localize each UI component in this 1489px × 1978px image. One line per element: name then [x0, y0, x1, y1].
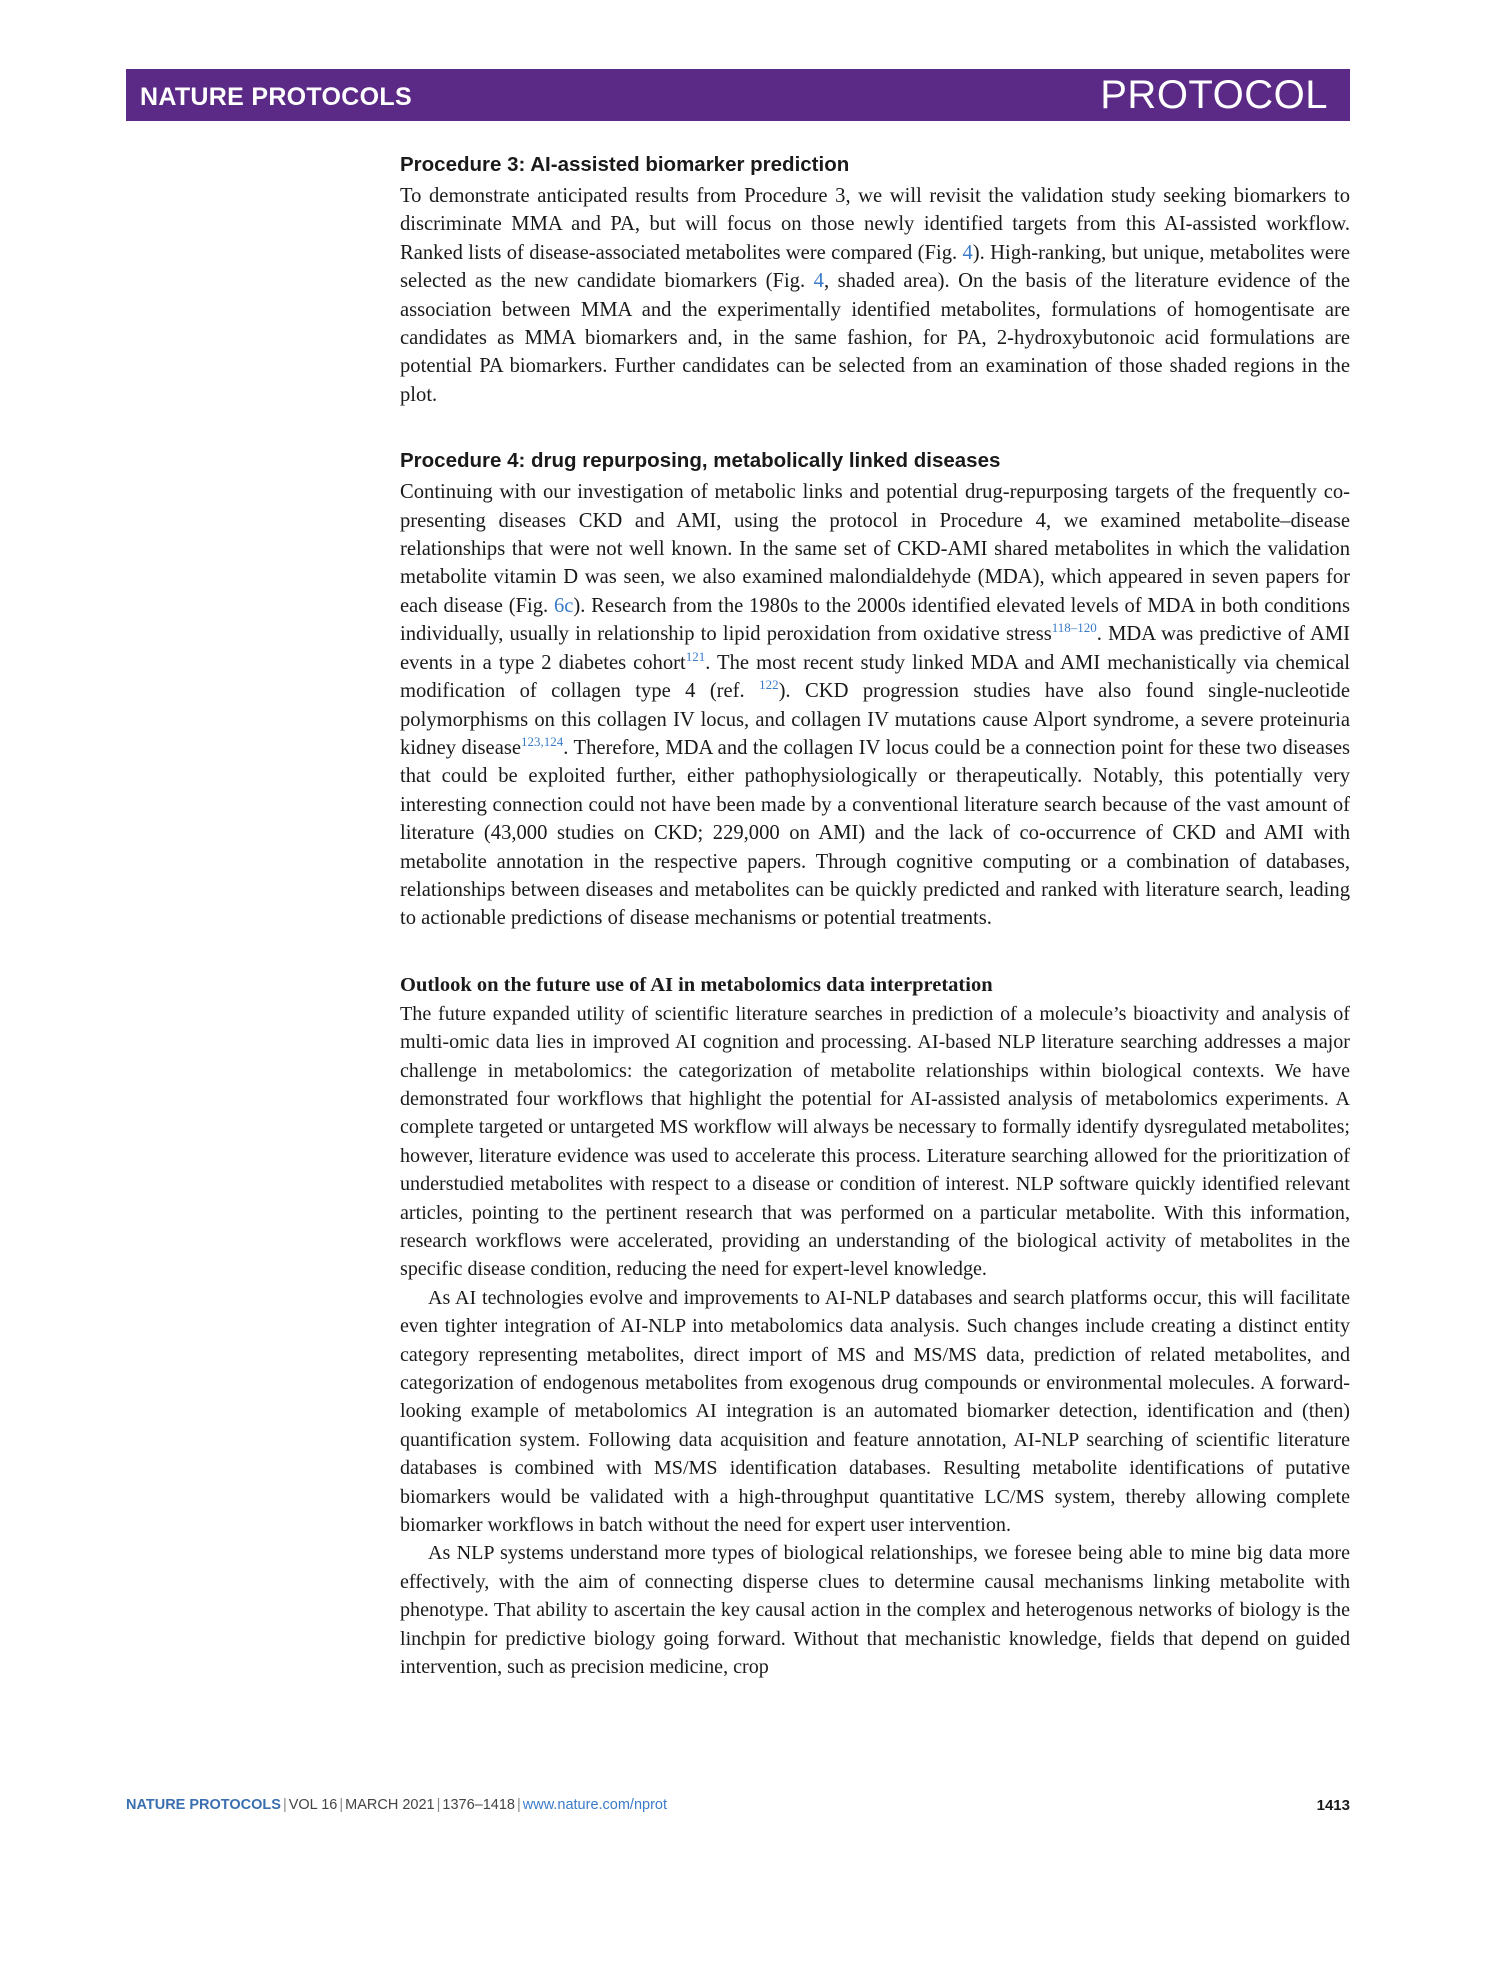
footer-volume: VOL 16 — [288, 1797, 338, 1813]
section-procedure-4 — [400, 446, 1350, 933]
paragraph: As AI technologies evolve and improvements to AI-NLP databases and search platforms occur, this will facilitate even tighter integration of AI-NLP into metabolomics data analysis. Such changes include creating a distinct entity category representing metabolites, direct import of MS and MS/MS data, prediction of related metabolites, and categorization of endogenous metabolites from exogenous drug compounds or environmental molecules. A forward-looking example of metabolomics AI integration is an automated biomarker detection, identification and (then) quantification system. Following data acquisition and feature annotation, AI-NLP searching of scientific literature databases is combined with MS/MS identification databases. Resulting metabolite identifications of putative biomarkers would be validated with a high-throughput quantitative LC/MS system, thereby allowing complete biomarker workflows in batch without the need for expert user intervention. — [400, 1286, 1350, 1537]
figure-link[interactable]: 4 — [813, 270, 824, 293]
paragraph: The future expanded utility of scientific literature searches in prediction of a molecule’s bioactivity and analysis of multi-omic data lies in improved AI cognition and processing. AI-based NLP literature searching addresses a major challenge in metabolomics: the categorization of metabolite relationships within biological contexts. We have demonstrated four workflows that highlight the potential for AI-assisted analysis of metabolomics experiments. A complete targeted or untargeted MS workflow will always be necessary to formally identify dysregulated metabolites; however, literature evidence was used to accelerate this process. Literature searching allowed for the prioritization of understudied metabolites with respect to a disease or condition of interest. NLP software quickly identified relevant articles, pointing to the pertinent research that was performed on a particular metabolite. With this information, research workflows were accelerated, providing an understanding of the biological activity of metabolites in the specific disease condition, reducing the need for expert-level knowledge. — [400, 1002, 1350, 1281]
section-outlook — [400, 970, 1350, 1682]
paragraph: Continuing with our investigation of metabolic links and potential drug-repurposing targets of the frequently co-presenting diseases CKD and AMI, using the protocol in Procedure 4, we examined metabolite–disease relationships that were not well known. In the same set of CKD-AMI shared metabolites in which the validation metabolite vitamin D was seen, we also examined malondialdehyde (MDA), which appeared in seven papers for each disease (Fig. 6c). Research from the 1980s to the 2000s identified elevated levels of MDA in both conditions individually, usually in relationship to lipid peroxidation from oxidative stress$^{118-120}$. MDA was predictive of AMI events in a type 2 diabetes cohort$^{121}$. The most recent study linked MDA and AMI mechanistically via chemical modification of collagen type 4 (ref. $^{122}$). CKD progression studies have also found single-nucleotide polymorphisms on this collagen IV locus, and collagen IV mutations cause Alport syndrome, a severe proteinuria kidney disease$^{123,124}$. Therefore, MDA and the collagen IV locus could be a connection point for these two diseases that could be exploited further, either pathophysiologically or therapeutically. Notably, this potentially very interesting connection could not have been made by a conventional literature search because of the vast amount of literature (43,000 studies on CKD; 229,000 on AMI) and the lack of co-occurrence of CKD and AMI with metabolite annotation in the respective papers. Through cognitive computing or a combination of databases, relationships between diseases and metabolites can be quickly predicted and ranked with literature search, leading to actionable predictions of disease mechanisms or potential treatments. — [400, 481, 1351, 930]
citation-link[interactable]: 122 — [759, 677, 779, 693]
paragraph: To demonstrate anticipated results from Procedure 3, we will revisit the validation study seeking biomarkers to discriminate MMA and PA, but will focus on those newly identified targets from this AI-assisted workflow. Ranked lists of disease-associated metabolites were compared (Fig. 4). High-ranking, but unique, metabolites were selected as the new candidate biomarkers (Fig. 4, shaded area). On the basis of the literature evidence of the association between MMA and the experimentally identified metabolites, formulations of homogentisate are candidates as MMA biomarkers and, in the same fashion, for PA, 2-hydroxybutonoic acid formulations are potential PA biomarkers. Further candidates can be selected from an examination of those shaded regions in the plot. — [400, 185, 1351, 406]
citation-link[interactable]: 123,124 — [521, 734, 564, 750]
page-footer: NATURE PROTOCOLS | VOL 16 | MARCH 2021 | 1376–1418 | www.nature.com/nprot 1413 — [126, 1797, 1350, 1814]
article-body — [400, 150, 1350, 1682]
figure-link[interactable]: 6c — [553, 594, 574, 617]
footer-url-link[interactable]: www.nature.com/nprot — [522, 1797, 668, 1813]
journal-header-bar — [126, 69, 1350, 121]
section-heading: Procedure 4: drug repurposing, metabolically linked diseases — [400, 449, 1001, 473]
footer-journal: NATURE PROTOCOLS — [126, 1797, 281, 1813]
article-type: PROTOCOL — [1100, 73, 1328, 117]
section-procedure-3 — [400, 150, 1350, 409]
section-heading: Procedure 3: AI-assisted biomarker prediction — [400, 153, 850, 176]
journal-name: NATURE PROTOCOLS — [140, 83, 412, 111]
footer-pages: 1376–1418 — [442, 1797, 515, 1813]
citation-link[interactable]: 118–120 — [1051, 620, 1097, 636]
page-number: 1413 — [1316, 1797, 1350, 1814]
citation-link[interactable]: 121 — [685, 648, 706, 664]
section-heading: Outlook on the future use of AI in metabolomics data interpretation — [400, 973, 993, 996]
paragraph: As NLP systems understand more types of biological relationships, we foresee being able to mine big data more effectively, with the aim of connecting disperse clues to determine causal mechanisms linking metabolite with phenotype. That ability to ascertain the key causal action in the complex and heterogenous networks of biology is the linchpin for predictive biology going forward. Without that mechanistic knowledge, fields that depend on guided intervention, such as precision medicine, crop — [400, 1542, 1350, 1679]
figure-link[interactable]: 4 — [962, 241, 973, 264]
footer-date: MARCH 2021 — [345, 1797, 435, 1813]
